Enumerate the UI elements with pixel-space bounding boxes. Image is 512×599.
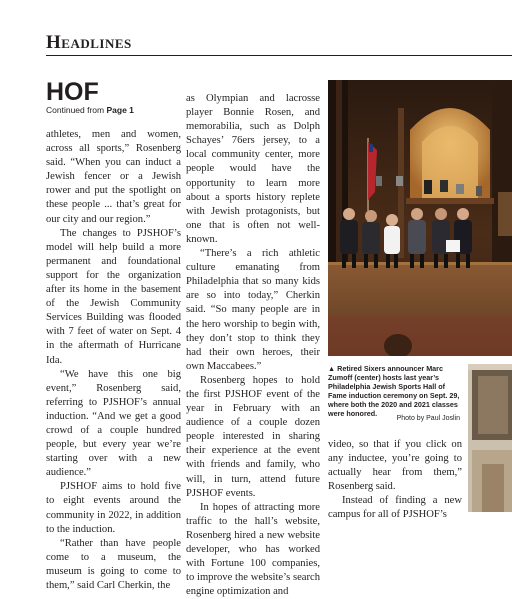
paragraph: video, so that if you click on any inductee, you’re going to actually hear from them,” Rosenberg said. bbox=[328, 439, 462, 493]
paragraph: “Rather than have people come to a museum, the museum is going to come to them,” said Carl Cherkin, the bbox=[46, 537, 181, 591]
paragraph: as Olympian and lacrosse player Bonnie Rosen, and memorabilia, such as Dolph Schayes’ 76ers jersey, to a local community center, more people would have the opportunity to learn more about a sports history replete with Jewish protagonists, but one that is often not well-known. bbox=[186, 93, 320, 245]
section-divider bbox=[46, 55, 512, 56]
article-column-1 bbox=[46, 128, 181, 593]
paragraph: “We have this one big event,” Rosenberg said, referring to PJSHOF’s annual induction. “And we get a good crowd of a couple hundred people, but every year we’re starting over with a new audience.” bbox=[46, 368, 181, 479]
induction-ceremony-photo bbox=[328, 80, 512, 356]
paragraph: Instead of finding a new campus for all of PJSHOF’s bbox=[328, 495, 462, 521]
article-column-3 bbox=[328, 438, 462, 523]
photo-caption bbox=[328, 364, 462, 418]
article-column-2 bbox=[186, 92, 320, 599]
continued-from bbox=[46, 105, 134, 115]
paragraph: In hopes of attracting more traffic to the hall’s website, Rosenberg hired a new website developer, who has worked with Fortune 100 companies, to improve the website’s search engine optimization and bbox=[186, 501, 320, 598]
caption-marker-icon: ▲ bbox=[328, 364, 336, 373]
section-title: Headlines bbox=[46, 32, 132, 53]
caption-text: Retired Sixers announcer Marc Zumoff (center) hosts last year’s Philadelphia Jewish Sports Hall of Fame induction ceremony on Sept. 29, where both the 2020 and 2021 classes were honored. bbox=[328, 364, 460, 418]
paragraph: “There’s a rich athletic culture emanating from Philadelphia that so many kids are so into today,” Cherkin said. “So many people are in the hero worship to begin with, they don’t stop to think they had their own heroes, their own Maccabees.” bbox=[186, 248, 320, 372]
secondary-photo bbox=[468, 364, 512, 512]
photo-credit: Photo by Paul Joslin bbox=[396, 415, 460, 422]
paragraph: athletes, men and women, across all sports,” Rosenberg said. “When you can induct a Jewish fencer or a Jewish rower and put the spotlight on these people ... that’s great for our city and our region.” bbox=[46, 129, 181, 225]
paragraph: Rosenberg hopes to hold the first PJSHOF event of the year in February with an audience of a couple dozen people interested in sharing their experience at the event with friends and family, who will, in turn, attend future PJSHOF events. bbox=[186, 374, 320, 499]
paragraph: The changes to PJSHOF’s model will help build a more permanent and foundational support for the organization after its home in the basement of the Jewish Community Services Building was flooded with 7 feet of water on Sept. 4 in the aftermath of Hurricane Ida. bbox=[46, 227, 181, 366]
paragraph: PJSHOF aims to hold five to eight events around the community in 2022, in addition to the induction. bbox=[46, 481, 181, 535]
article-headline: HOF bbox=[46, 78, 99, 106]
continued-prefix: Continued from bbox=[46, 105, 107, 115]
continued-page-link[interactable]: Page 1 bbox=[106, 105, 134, 115]
